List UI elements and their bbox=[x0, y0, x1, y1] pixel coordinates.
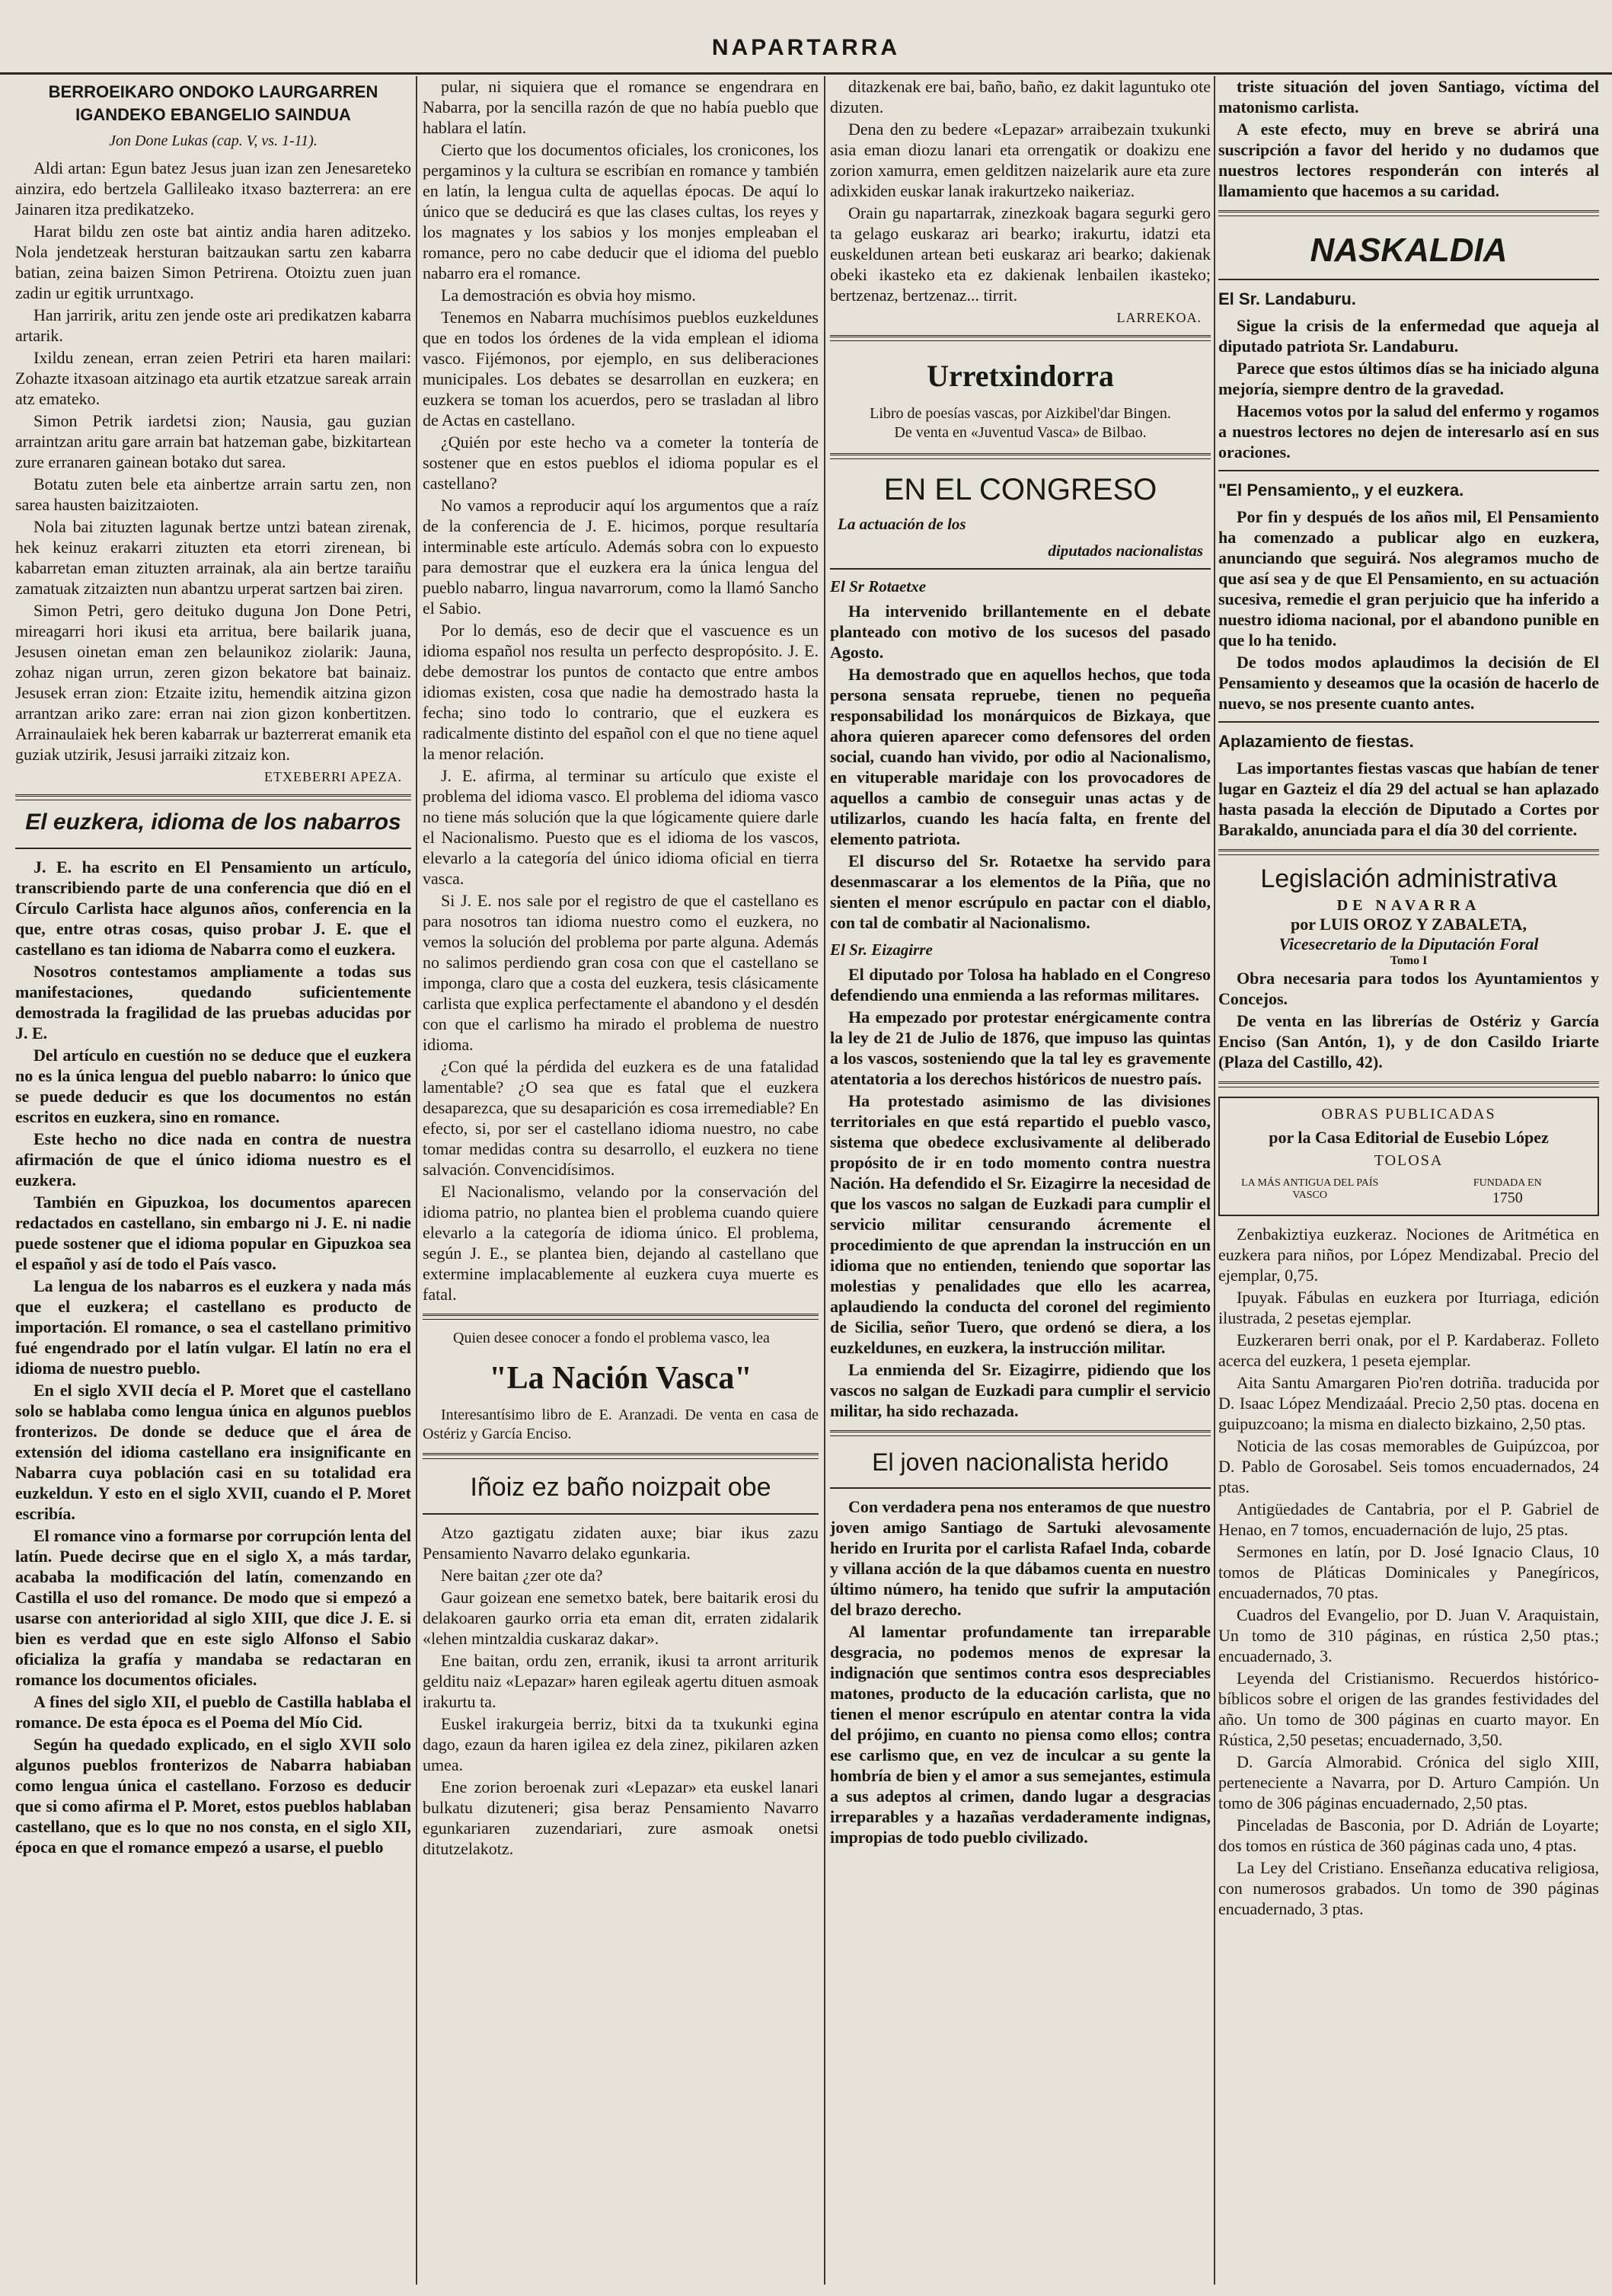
column-3 bbox=[830, 76, 1211, 2292]
obras-item: Noticia de las cosas memorables de Guipúzcoa, por D. Pablo de Gorosabel. Seis tomos encuadernados, 24 ptas. bbox=[1218, 1436, 1599, 1496]
congreso-subtitle-2: diputados nacionalistas bbox=[1048, 541, 1203, 560]
obras-heading: OBRAS PUBLICADAS bbox=[1321, 1106, 1496, 1122]
obras-founded-year: 1750 bbox=[1492, 1190, 1523, 1206]
obras-founded-label: FUNDADA EN bbox=[1473, 1177, 1542, 1189]
column-2 bbox=[423, 76, 819, 2292]
ad-intro: Quien desee conocer a fondo el problema vasco, lea bbox=[453, 1330, 770, 1346]
inoiz-title: Iñoiz ez baño noizpait obe bbox=[470, 1473, 771, 1502]
divider bbox=[830, 1487, 1211, 1489]
obras-item: Ipuyak. Fábulas en euzkera por Iturriaga, edición ilustrada, 2 pesetas ejemplar. bbox=[1218, 1288, 1599, 1327]
gospel-paragraph: Harat bildu zen oste bat aintiz andia haren aditzeko. Nola jendetzeak hersturan baitzaukan sartu zen kabarra batian, zeina baizen Simon Petrirena. Otoiztu zuen juan zadin ur egitik urruntxago. bbox=[15, 222, 411, 302]
pensamiento-article bbox=[1218, 506, 1599, 714]
obras-list bbox=[1218, 1224, 1599, 1919]
pensamiento-paragraph: Por fin y después de los años mil, El Pensamiento ha comenzado a publicar algo en euzkera, anunciando que seguirá. Nos alegramos mucho de que así sea y de que El Pensamiento, en su actuación sucesiva, remedie el gran perjuicio que ha inferido a nuestro idioma nacional, por el abandono punible en que lo ha tenido. bbox=[1218, 507, 1599, 650]
eizagirre-paragraph: La enmienda del Sr. Eizagirre, pidiendo que los vascos no salgan de Euzkadi para cumplir el servicio militar, ha sido rechazada. bbox=[830, 1360, 1211, 1420]
obras-item: Leyenda del Cristianismo. Recuerdos histórico-bíblicos sobre el origen de las grandes festividades del año. Un tomo de 300 páginas en cuarto mayor. En Rústica, 2,50 pesetas; encuadernado, 3,50. bbox=[1218, 1669, 1599, 1749]
euzkera-paragraph: Si J. E. nos sale por el registro de que el castellano es para nosotros tan idioma nuestro como el euzkera, no vemos la solución del problema por parte alguna. Además no salimos perdiendo gran cosa con que el castellano se imponga, claro que a costa del euzkera, tesis clásicamente carlista que explica perfectamente el abandono y el desdén con que el carlismo ha mirado el problema de nuestro idioma. bbox=[423, 891, 819, 1054]
legislacion-tomo: Tomo I bbox=[1390, 954, 1428, 967]
rotaetxe-paragraph: El discurso del Sr. Rotaetxe ha servido para desenmascarar a los elementos de la Piña, que no sienten el menor escrúpulo en pactar con el diablo, con tal de combatir al Nacionalismo. bbox=[830, 851, 1211, 932]
inoiz-article bbox=[423, 1522, 819, 1859]
divider bbox=[830, 568, 1211, 570]
newspaper-title: NAPARTARRA bbox=[711, 35, 901, 60]
gospel-reference: Jon Done Lukas (cap. V, vs. 1-11). bbox=[109, 133, 318, 149]
obras-item: Antigüedades de Cantabria, por el P. Gabriel de Henao, en 7 tomos, encuadernación de lujo, 25 ptas. bbox=[1218, 1499, 1599, 1539]
obras-item: Aita Santu Amargaren Pio'ren dotriña. traducida por D. Isaac López Mendizaáal. Precio 2,50 ptas. docena en guipuzcoano; la misma en dialecto bizkaino, 2,50 ptas. bbox=[1218, 1373, 1599, 1433]
euzkera-paragraph: ¿Quién por este hecho va a cometer la tontería de sostener que en estos pueblos el idioma popular es el castellano? bbox=[423, 433, 819, 493]
gospel-article bbox=[15, 158, 411, 765]
ad-book-title: "La Nación Vasca" bbox=[489, 1361, 752, 1396]
divider bbox=[1218, 721, 1599, 723]
landaburu-paragraph: Sigue la crisis de la enfermedad que aqueja al diputado patriota Sr. Landaburu. bbox=[1218, 316, 1599, 356]
gospel-paragraph: Botatu zuten bele eta ainbertze arrain sartu zen, non sarea hausten baizitzaioten. bbox=[15, 474, 411, 514]
euzkera-paragraph: El Nacionalismo, velando por la conservación del idioma patrio, no plantea bien el problema cuando quiere elevarlo a la categoría de idioma único. El problema, según J. E., se plantea bien, dejando al castellano que extermine implacablemente al euzkera cuya muerte es fatal. bbox=[423, 1182, 819, 1304]
eizagirre-paragraph: Ha empezado por protestar enérgicamente contra la ley de 21 de Julio de 1876, que impuso las quintas a los vascos, sosteniendo que la tal ley es gravemente atentatoria a los derechos históricos de nuestro país. bbox=[830, 1007, 1211, 1088]
euzkera-paragraph: La lengua de los nabarros es el euzkera y nada más que el euzkera; el castellano es producto de importación. El romance, o sea el castellano primitivo fué engendrado por el latín vulgar. El latín no era el idioma de nuestro pueblo. bbox=[15, 1276, 411, 1378]
divider bbox=[1218, 470, 1599, 471]
euzkera-paragraph: J. E. afirma, al terminar su artículo que existe el problema del idioma vasco. El problema del idioma vasco no tiene más solución que la que lógicamente quiere darle el Nacionalismo. Puesto que es el idioma de los vascos, elevarlo a la categoría del único idioma oficial en tierra vasca. bbox=[423, 766, 819, 888]
obras-item: Pinceladas de Basconia, por D. Adrián de Loyarte; dos tomos en rústica de 360 páginas cada uno, 4 ptas. bbox=[1218, 1815, 1599, 1855]
obras-item: La Ley del Cristiano. Enseñanza educativa religiosa, con numerosos grabados. Un tomo de 390 páginas encuadernado, 3 ptas. bbox=[1218, 1858, 1599, 1918]
inoiz-paragraph: Euskel irakurgeia berriz, bitxi da ta txukunki egina dago, ezaun da haren igilea ez dela zinez, pikilaren azken umea. bbox=[423, 1714, 819, 1774]
pensamiento-paragraph: De todos modos aplaudimos la decisión de El Pensamiento y deseamos que la ocasión de hacerlo de nuevo, se nos presente cuanto antes. bbox=[1218, 653, 1599, 713]
inoiz-paragraph: Atzo gaztigatu zidaten auxe; biar ikus zazu Pensamiento Navarro delako egunkaria. bbox=[423, 1523, 819, 1563]
column-rule bbox=[824, 76, 825, 2285]
naskaldia-title: NASKALDIA bbox=[1310, 232, 1508, 269]
euzkera-paragraph: Del artículo en cuestión no se deduce que el euzkera no es la única lengua del pueblo nabarro: lo único que se puede deducir es que los documentos no están escritos en euzkera, sino en romance. bbox=[15, 1046, 411, 1126]
rotaetxe-paragraph: Ha intervenido brillantemente en el debate planteado con motivo de los sucesos del pasado Agosto. bbox=[830, 602, 1211, 662]
eizagirre-heading: El Sr. Eizagirre bbox=[830, 940, 933, 959]
masthead bbox=[0, 0, 1612, 75]
divider bbox=[423, 1453, 819, 1459]
gospel-signature: ETXEBERRI APEZA. bbox=[264, 769, 402, 784]
euzkera-paragraph: pular, ni siquiera que el romance se engendrara en Nabarra, por la sencilla razón de que no había pueblo que hablara el latín. bbox=[423, 77, 819, 137]
divider bbox=[15, 794, 411, 800]
legislacion-role: Vicesecretario de la Diputación Foral bbox=[1278, 934, 1539, 953]
legislacion-article bbox=[1218, 968, 1599, 1072]
legislacion-paragraph: Obra necesaria para todos los Ayuntamientos y Concejos. bbox=[1218, 969, 1599, 1008]
divider bbox=[1218, 1081, 1599, 1087]
joven-paragraph: A este efecto, muy en breve se abrirá una suscripción a favor del herido y no dudamos que nuestros lectores responderán con interés al llamamiento que hacemos a su caridad. bbox=[1218, 120, 1599, 200]
obras-item: Euzkeraren berri onak, por el P. Kardaberaz. Folleto acerca del euzkera, 1 peseta ejemplar. bbox=[1218, 1330, 1599, 1370]
joven-article-continued bbox=[1218, 76, 1599, 201]
euzkera-paragraph: En el siglo XVII decía el P. Moret que el castellano solo se hablaba como lengua única en algunos pueblos fronterizos. De donde se deduce que el área de extensión del idioma castellano era insignificante en Nabarra cuya población casi en su totalidad era euzkeldun. Y esto en el siglo XVII, cuando el P. Moret escribía. bbox=[15, 1381, 411, 1523]
landaburu-paragraph: Parece que estos últimos días se ha iniciado alguna mejoría, siempre dentro de la gravedad. bbox=[1218, 359, 1599, 398]
eizagirre-article bbox=[830, 964, 1211, 1421]
column-1 bbox=[15, 76, 411, 2292]
ad-description: Interesantísimo libro de E. Aranzadi. De venta en casa de Ostériz y García Enciso. bbox=[423, 1407, 819, 1442]
obras-footer bbox=[1229, 1177, 1588, 1207]
euzkera-paragraph: A fines del siglo XII, el pueblo de Castilla hablaba el romance. De esta época es el Poema del Mío Cid. bbox=[15, 1692, 411, 1732]
gospel-paragraph: Nola bai zituzten lagunak bertze untzi batean zirenak, hek keinuz erakarri zituzten eta etorri zirenean, bi kabarretan eman zituzten arrainak, ala ain bertze taraiñu zamatuak zitzaizten nun abantzu urperat sartzen bai ziren. bbox=[15, 517, 411, 598]
inoiz-paragraph: Ene zorion beroenak zuri «Lepazar» eta euskel lanari bulkatu dizuteneri; gisa beraz Pensamiento Navarro egunkariaren zuzendariari, zure asmoak onetsi ditutzelakotz. bbox=[423, 1777, 819, 1858]
congreso-subtitle-1: La actuación de los bbox=[838, 515, 966, 533]
joven-title: El joven nacionalista herido bbox=[872, 1448, 1169, 1476]
joven-paragraph: triste situación del joven Santiago, víctima del matonismo carlista. bbox=[1218, 77, 1599, 117]
euzkera-paragraph: Según ha quedado explicado, en el siglo XVII solo algunos pueblos fronterizos de Nabarra habiaban como lengua única el castellano. Forzoso es deducir que si como afirma el P. Moret, estos pueblos hablaban castellano, que es lo que no nos consta, en el siglo XII, época en que el romance empezó a usarse, el pueblo bbox=[15, 1735, 411, 1857]
rotaetxe-article bbox=[830, 601, 1211, 933]
gospel-paragraph: Han jarririk, aritu zen jende oste ari predikatzen kabarra artarik. bbox=[15, 305, 411, 345]
obras-city: TOLOSA bbox=[1374, 1152, 1444, 1169]
legislacion-author: por LUIS OROZ Y ZABALETA, bbox=[1291, 915, 1527, 934]
divider bbox=[830, 453, 1211, 459]
joven-article bbox=[830, 1496, 1211, 1847]
obras-item: Sermones en latín, por D. José Ignacio Claus, 10 tomos de Pláticas Dominicales y Panegíricos, encuadernados, 70 ptas. bbox=[1218, 1542, 1599, 1602]
divider bbox=[1218, 210, 1599, 216]
joven-paragraph: Al lamentar profundamente tan irreparable desgracia, no podemos menos de expresar la indignación que sentimos contra esos despreciables matones, producto de la educación carlista, que no tienen el menor escrúpulo en atentar contra la vida del prójimo, en cuanto no piensa como ellos; contra ese carlismo que, en vez de inculcar a su gente la hombría de bien y el amor a sus semejantes, estimula a sus adeptos al crimen, dando lugar a desgracias irreparables y a hazañas verdaderamente indignas, impropias de todo pueblo civilizado. bbox=[830, 1622, 1211, 1847]
divider bbox=[1218, 849, 1599, 855]
inoiz-paragraph: Gaur goizean ene semetxo batek, bere baitarik erosi du delakoaren gaurko orria eta eman dit, erraten zidalarik «lehen mintzaldia cuskaraz dakar». bbox=[423, 1588, 819, 1648]
obras-item: Zenbakiztiya euzkeraz. Nociones de Aritmética en euzkera para niños, por López Mendizabal. Precio del ejemplar, 0,75. bbox=[1218, 1225, 1599, 1285]
inoiz-paragraph: Nere baitan ¿zer ote da? bbox=[441, 1566, 603, 1585]
rotaetxe-heading: El Sr Rotaetxe bbox=[830, 577, 927, 596]
euzkera-article-continued bbox=[423, 76, 819, 1304]
pensamiento-heading: "El Pensamiento„ y el euzkera. bbox=[1218, 481, 1464, 500]
gospel-paragraph: Simon Petrik iardetsi zion; Nausia, gau guzian arraintzan aritu gare arrain bat hatzeman gabe, bizkitartean zure erranaren gainean botako dut sarea. bbox=[15, 411, 411, 471]
euzkera-paragraph: El romance vino a formarse por corrupción lenta del latín. Puede decirse que en el siglo X, a más tardar, acababa la modificación del latín, comenzando en Castilla el uso del romance. De modo que si empezó a usarse con anterioridad al siglo XIII, que dice J. E. si bien es verdad que en este siglo Alfonso el Sabio oficializa la grafía y mandaba se redactaran en romance los documentos oficiales. bbox=[15, 1526, 411, 1689]
inoiz-article-continued bbox=[830, 76, 1211, 305]
eizagirre-paragraph: El diputado por Tolosa ha hablado en el Congreso defendiendo una enmienda a las reformas militares. bbox=[830, 965, 1211, 1004]
euzkera-article bbox=[15, 857, 411, 1857]
column-4 bbox=[1218, 76, 1599, 2292]
inoiz-paragraph: Ene baitan, ordu zen, erranik, ikusi ta arront arriturik gelditu naiz «Lepazar» haren egileak agertu dituen asmoak irakurtu ta. bbox=[423, 1651, 819, 1711]
divider bbox=[15, 848, 411, 849]
urretxindorra-title: Urretxindorra bbox=[927, 359, 1114, 393]
euzkera-paragraph: No vamos a reproducir aquí los argumentos que a raíz de la conferencia de J. E. hicimos, porque resultaría interminable este artículo. Además sobra con lo expuesto para demostrar que el euzkera era la única lengua del pueblo nabarro, lingua navarrorum, como la llamó Sancho el Sabio. bbox=[423, 496, 819, 618]
joven-paragraph: Con verdadera pena nos enteramos de que nuestro joven amigo Santiago de Sartuki alevosamente herido en Irurita por el carlista Rafael Inda, cobarde y villana acción de la que dábamos cuenta en nuestro último número, ha tenido que sufrir la amputación del brazo derecho. bbox=[830, 1497, 1211, 1619]
landaburu-paragraph: Hacemos votos por la salud del enfermo y rogamos a nuestros lectores no dejen de interesarlo así en sus oraciones. bbox=[1218, 401, 1599, 461]
urretxindorra-line-2: De venta en «Juventud Vasca» de Bilbao. bbox=[894, 424, 1147, 441]
urretxindorra-line-1: Libro de poesías vascas, por Aizkibel'dar Bingen. bbox=[870, 405, 1171, 422]
euzkera-paragraph: Por lo demás, eso de decir que el vascuence es un idioma español nos resulta un perfecto despropósito. J. E. debe demostrar los puntos de contacto que entre ambos idiomas existen, cosa que nadie ha demostrado hasta la fecha; sino todo lo contrario, que el euzkera es radicalmente distinto del español con el que no tiene aquel la menor relación. bbox=[423, 621, 819, 763]
legislacion-title: Legislación administrativa bbox=[1260, 864, 1557, 893]
column-rule bbox=[1214, 76, 1215, 2285]
euzkera-title: El euzkera, idioma de los nabarros bbox=[25, 810, 401, 835]
divider bbox=[423, 1314, 819, 1320]
gospel-paragraph: Simon Petri, gero deituko duguna Jon Done Petri, mireagarri hori ikusi eta arritua, bere bailarik juana, Jesusen oinetan eman zen belaunikoz ziolarik: Jauna, zohaz nigan urrun, zeren gizon bekatore bat bainaiz. Jesusek erran zion: Etzaite izitu, hemendik aitzina gizon arrantzan ariko zare: erran nai zion gizon konbertitzen. Arrainaulaiek hek beren kabarrak ur bazterrerat emanik eta guziak utzirik, Jesusi jarraiki zitzaiz kon. bbox=[15, 601, 411, 764]
euzkera-paragraph: ¿Con qué la pérdida del euzkera es de una fatalidad lamentable? ¿O sea que es fatal que el euzkera desaparezca, que su desaparición es cosa irremediable? En efecto, si, por ser el castellano idioma nuestro, no cabe tomar medidas contra su desarrollo, el euzkera no tiene salvación. Convencidísimos. bbox=[423, 1057, 819, 1179]
fiestas-paragraph: Las importantes fiestas vascas que habían de tener lugar en Gazteiz el día 29 del actual se han aplazado hasta pasada la elección de Diputado a Cortes por Barakaldo, anunciada para el día 30 del corriente. bbox=[1218, 758, 1599, 839]
divider bbox=[830, 1430, 1211, 1436]
euzkera-paragraph: Este hecho no dice nada en contra de nuestra afirmación de que el único idioma nuestro es el euzkera. bbox=[15, 1129, 411, 1190]
landaburu-article bbox=[1218, 315, 1599, 462]
column-rule bbox=[416, 76, 417, 2285]
euzkera-paragraph: Cierto que los documentos oficiales, los cronicones, los pergaminos y la cultura se escribían en romance y también en latín, la lengua culta de aquellas épocas. De aquí lo único que se deducirá es que las clases cultas, los reyes y los magnates y los sabios y los monjes empleaban el romance, pero no cabe deducir que el idioma del pueblo nabarro era el romance. bbox=[423, 140, 819, 283]
divider bbox=[423, 1513, 819, 1515]
obras-item: Cuadros del Evangelio, por D. Juan V. Araquistain, Un tomo de 310 páginas, en rústica 2,50 ptas.; encuadernado, 3. bbox=[1218, 1605, 1599, 1665]
legislacion-subtitle: DE NAVARRA bbox=[1336, 897, 1481, 914]
divider bbox=[1218, 279, 1599, 280]
landaburu-heading: El Sr. Landaburu. bbox=[1218, 289, 1356, 308]
euzkera-paragraph: También en Gipuzkoa, los documentos aparecen redactados en castellano, sin embargo ni J. E. ni nadie puede sostener que el idioma popular en Gipuzkoa sea el español y así de todo el País vasco. bbox=[15, 1193, 411, 1273]
inoiz-paragraph: Orain gu napartarrak, zinezkoak bagara segurki gero ta gelago euskaraz ari bearko; irakurtu, idatzi eta euskeldunen artean beti euskaraz ari bearko; dakienak obeki ikasteko eta ez dakienak lenbailen ikasteko; bertzenaz, bertzenaz... tirrit. bbox=[830, 203, 1211, 305]
obras-publisher: por la Casa Editorial de Eusebio López bbox=[1269, 1128, 1549, 1147]
euzkera-paragraph: La demostración es obvia hoy mismo. bbox=[441, 286, 696, 305]
obras-box bbox=[1218, 1097, 1599, 1216]
euzkera-paragraph: Tenemos en Nabarra muchísimos pueblos euzkeldunes que en todos los órdenes de la vida emplean el idioma vasco. Fijémonos, por ejemplo, en sus deliberaciones municipales. Los debates se desarrollan en euzkera; en euzkera se toman los acuerdos, pero se trasladan al libro de Actas en castellano. bbox=[423, 308, 819, 430]
euzkera-paragraph: Nosotros contestamos ampliamente a todas sus manifestaciones, quedando suficientemente demostrada la fragilidad de las pruebas aducidas por J. E. bbox=[15, 962, 411, 1043]
eizagirre-paragraph: Ha protestado asimismo de las divisiones territoriales en que está repartido el pueblo vasco, sistema que obedece exclusivamente al deliberado propósito de ir en todo momento contra nuestra Nación. Ha defendido el Sr. Eizagirre la necesidad de que los vascos no salgan de Euzkadi para cumplir el servicio militar censurando ácremente el procedimiento de que aprendan la instrucción en un idioma que no entienden, teniendo que soportar las molestias y penalidades que ello les acarrea, aplaudiendo la conducta del coronel del regimiento de Sicilia, señor Tuero, que ordenó se diera, a los euzkeldunes, en euzkera, la instrucción militar. bbox=[830, 1091, 1211, 1357]
obras-founded bbox=[1427, 1177, 1588, 1207]
gospel-paragraph: Aldi artan: Egun batez Jesus juan izan zen Jenesareteko ainzira, edo bertzela Gallileako itxaso bazterrera: an ere Jainaren itza predikatzeko. bbox=[15, 158, 411, 219]
obras-item: D. García Almorabid. Crónica del siglo XIII, perteneciente a Navarra, por D. Arturo Campión. Un tomo de 306 páginas encuadernado, 2,50 ptas. bbox=[1218, 1752, 1599, 1812]
divider bbox=[830, 335, 1211, 341]
fiestas-heading: Aplazamiento de fiestas. bbox=[1218, 732, 1414, 751]
larrekoa-signature: LARREKOA. bbox=[1116, 310, 1202, 325]
obras-oldest-label: LA MÁS ANTIGUA DEL PAÍS VASCO bbox=[1241, 1177, 1379, 1201]
euzkera-paragraph: J. E. ha escrito en El Pensamiento un artículo, transcribiendo parte de una conferencia que dió en el Círculo Carlista hace algunos años, conferencia en la que, entre otras cosas, quiso probar J. E. que el castellano es tan idioma de Nabarra como el euzkera. bbox=[15, 857, 411, 959]
congreso-title: EN EL CONGRESO bbox=[883, 473, 1157, 506]
gospel-paragraph: Ixildu zenean, erran zeien Petriri eta haren mailari: Zohazte itxasoan aitzinago eta aurtik etzatzue sareak arrain atz emateko. bbox=[15, 348, 411, 408]
inoiz-paragraph: Dena den zu bedere «Lepazar» arraibezain txukunki asia eman diozu lanari eta orrengatik or doakizu ene zorion xamurra, emen gelditzen naizelarik aure eta zure adixkiden euskar lanak irakurtzeko naikeriaz. bbox=[830, 120, 1211, 200]
legislacion-paragraph: De venta en las librerías de Ostériz y García Enciso (San Antón, 1), y de don Casildo Iriarte (Plaza del Castillo, 42). bbox=[1218, 1011, 1599, 1071]
gospel-title: BERROEIKARO ONDOKO LAURGARREN IGANDEKO EBANGELIO SAINDUA bbox=[48, 82, 378, 124]
rotaetxe-paragraph: Ha demostrado que en aquellos hechos, que toda persona sensata repruebe, tienen no pequeña responsabilidad los monárquicos de Bizkaya, que ahora quieren aparecer como defensores del orden social, cuando han vivido, por odio al Nacionalismo, en vituperable maridaje con los provocadores de aquellos a cambio de conseguir unas actas y de utilizarlos, cuando les hacía falta, en frente del elemento patriota. bbox=[830, 665, 1211, 848]
inoiz-paragraph: ditazkenak ere bai, baño, baño, ez dakit laguntuko ote dizuten. bbox=[830, 77, 1211, 117]
